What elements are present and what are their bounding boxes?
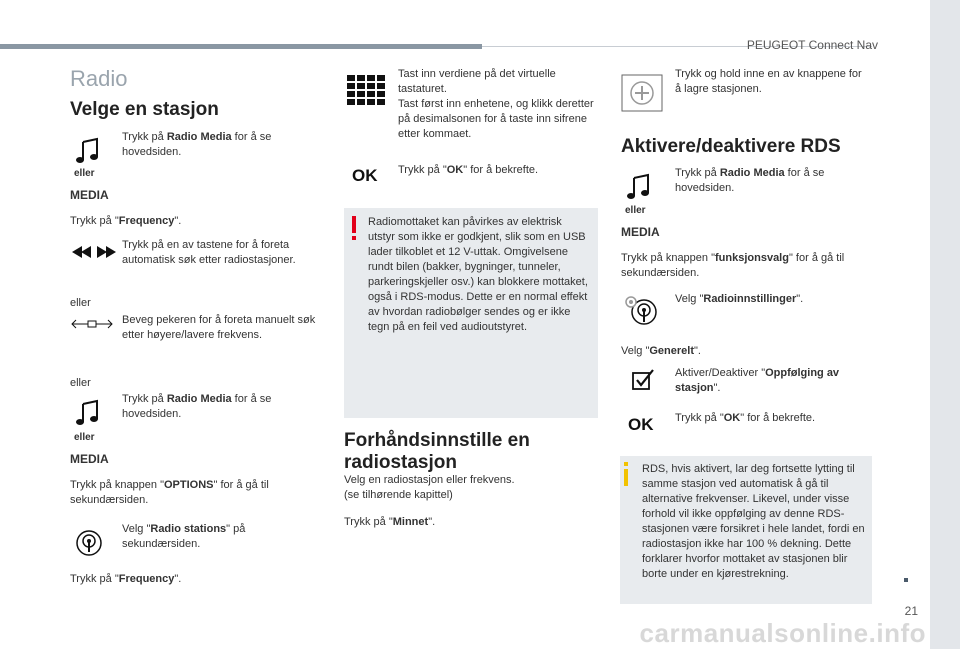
- seek-arrows-icon: [70, 244, 118, 260]
- ok-icon-2: OK: [628, 415, 654, 434]
- heading-preset-station: Forhåndsinnstille en radiostasjon: [344, 430, 530, 473]
- keypad-text-2: Tast først inn enhetene, og klikk deretter på desimalsonen for å taste inn sifrene etter kommaet.: [398, 98, 594, 140]
- step-ok-2: Trykk på "OK" for å bekrefte.: [675, 412, 816, 424]
- step-ok: Trykk på "OK" for å bekrefte.: [398, 164, 539, 176]
- page-side-strip: [930, 0, 960, 649]
- preset-text-1: Velg en radiostasjon eller frekvens.: [344, 474, 515, 486]
- step-radio-media-2: Trykk på Radio Media for å se hovedsiden.: [122, 393, 272, 420]
- media-button-label: MEDIA: [70, 188, 109, 202]
- page-marker: [904, 578, 908, 582]
- section-title: Radio: [70, 66, 128, 91]
- ok-icon: OK: [352, 166, 378, 185]
- step-general: Velg "Generelt".: [621, 345, 701, 357]
- keypad-text: [398, 67, 596, 142]
- keypad-text-1: Tast inn verdiene på det virtuelle tastaturet.: [398, 68, 556, 95]
- music-note-icon-2: [70, 398, 110, 428]
- step-options: Trykk på knappen "OPTIONS" for å gå til sekundærsiden.: [70, 479, 269, 506]
- or-label-2: eller: [70, 297, 91, 309]
- info-text: RDS, hvis aktivert, lar deg fortsette lytting til samme stasjon ved automatisk å gå til alternative frekvenser. Likevel, under visse forhold vil ikke oppfølging av denne RDS-stasjonen være forsikret i hele landet, fordi en radiostasjon ikke har 100 % dekning. Dette forklarer hvorfor mottaket av stasjonen blir borte under en kjørestrekning.: [642, 463, 865, 580]
- or-label-5: eller: [625, 205, 646, 216]
- preset-add-icon: [621, 74, 663, 112]
- heading-select-station: Velge en stasjon: [70, 99, 219, 120]
- step-frequency: Trykk på "Frequency".: [70, 215, 182, 227]
- checkbox-icon: [630, 368, 656, 392]
- step-memory: Trykk på "Minnet".: [344, 516, 436, 528]
- brand-label: PEUGEOT Connect Nav: [746, 38, 878, 52]
- warning-note: [344, 208, 598, 418]
- step-rds-radio-media: Trykk på Radio Media for å se hovedsiden.: [675, 167, 825, 194]
- music-note-icon-3: [621, 172, 661, 202]
- keypad-icon: [346, 74, 386, 106]
- slider-icon: [70, 318, 114, 330]
- or-label-3: eller: [70, 377, 91, 389]
- or-label-4: eller: [74, 432, 95, 443]
- slider-text: Beveg pekeren for å foreta manuelt søk etter høyere/lavere frekvens.: [122, 314, 316, 341]
- watermark: carmanualsonline.info: [639, 618, 926, 648]
- info-note: [620, 456, 872, 604]
- radio-antenna-icon: [74, 528, 104, 558]
- step-radio-stations: Velg "Radio stations" på sekundærsiden.: [122, 523, 246, 550]
- step-radio-media: Trykk på Radio Media for å se hovedsiden.: [122, 131, 272, 158]
- warning-icon: [352, 216, 356, 240]
- media-button-label-3: MEDIA: [621, 225, 660, 239]
- seek-text: Trykk på en av tastene for å foreta automatisk søk etter radiostasjoner.: [122, 239, 296, 266]
- radio-settings-icon: [624, 294, 660, 328]
- media-button-label-2: MEDIA: [70, 452, 109, 466]
- step-frequency-2: Trykk på "Frequency".: [70, 573, 182, 585]
- preset-text: [344, 473, 594, 503]
- or-label: eller: [74, 168, 95, 179]
- music-note-icon: [70, 136, 110, 166]
- preset-text-2: (se tilhørende kapittel): [344, 489, 453, 501]
- step-station-follow: Aktiver/Deaktiver "Oppfølging av stasjon".: [675, 367, 840, 394]
- info-icon: [624, 462, 628, 486]
- step-function-select: Trykk på knappen "funksjonsvalg" for å gå til sekundærsiden.: [621, 252, 845, 279]
- warning-text: Radiomottaket kan påvirkes av elektrisk utstyr som ikke er godkjent, slik som en USB lader tilkoblet et 12 V-uttak. Omgivelsene rundt bilen (bakker, bygninger, tunneler, parkeringskjeller osv.) kan blokkere mottaket, også i RDS-modus. Dette er en normal effekt av hvordan radiobølger sendes og er ikke tegn på en feil ved audioutstyret.: [368, 216, 588, 333]
- step-radio-settings: Velg "Radioinnstillinger".: [675, 293, 804, 305]
- page-number: 21: [904, 604, 918, 618]
- header-bar: [0, 44, 482, 49]
- hold-text: Trykk og hold inne en av knappene for å lagre stasjonen.: [675, 68, 862, 95]
- heading-rds: Aktivere/deaktivere RDS: [621, 136, 841, 157]
